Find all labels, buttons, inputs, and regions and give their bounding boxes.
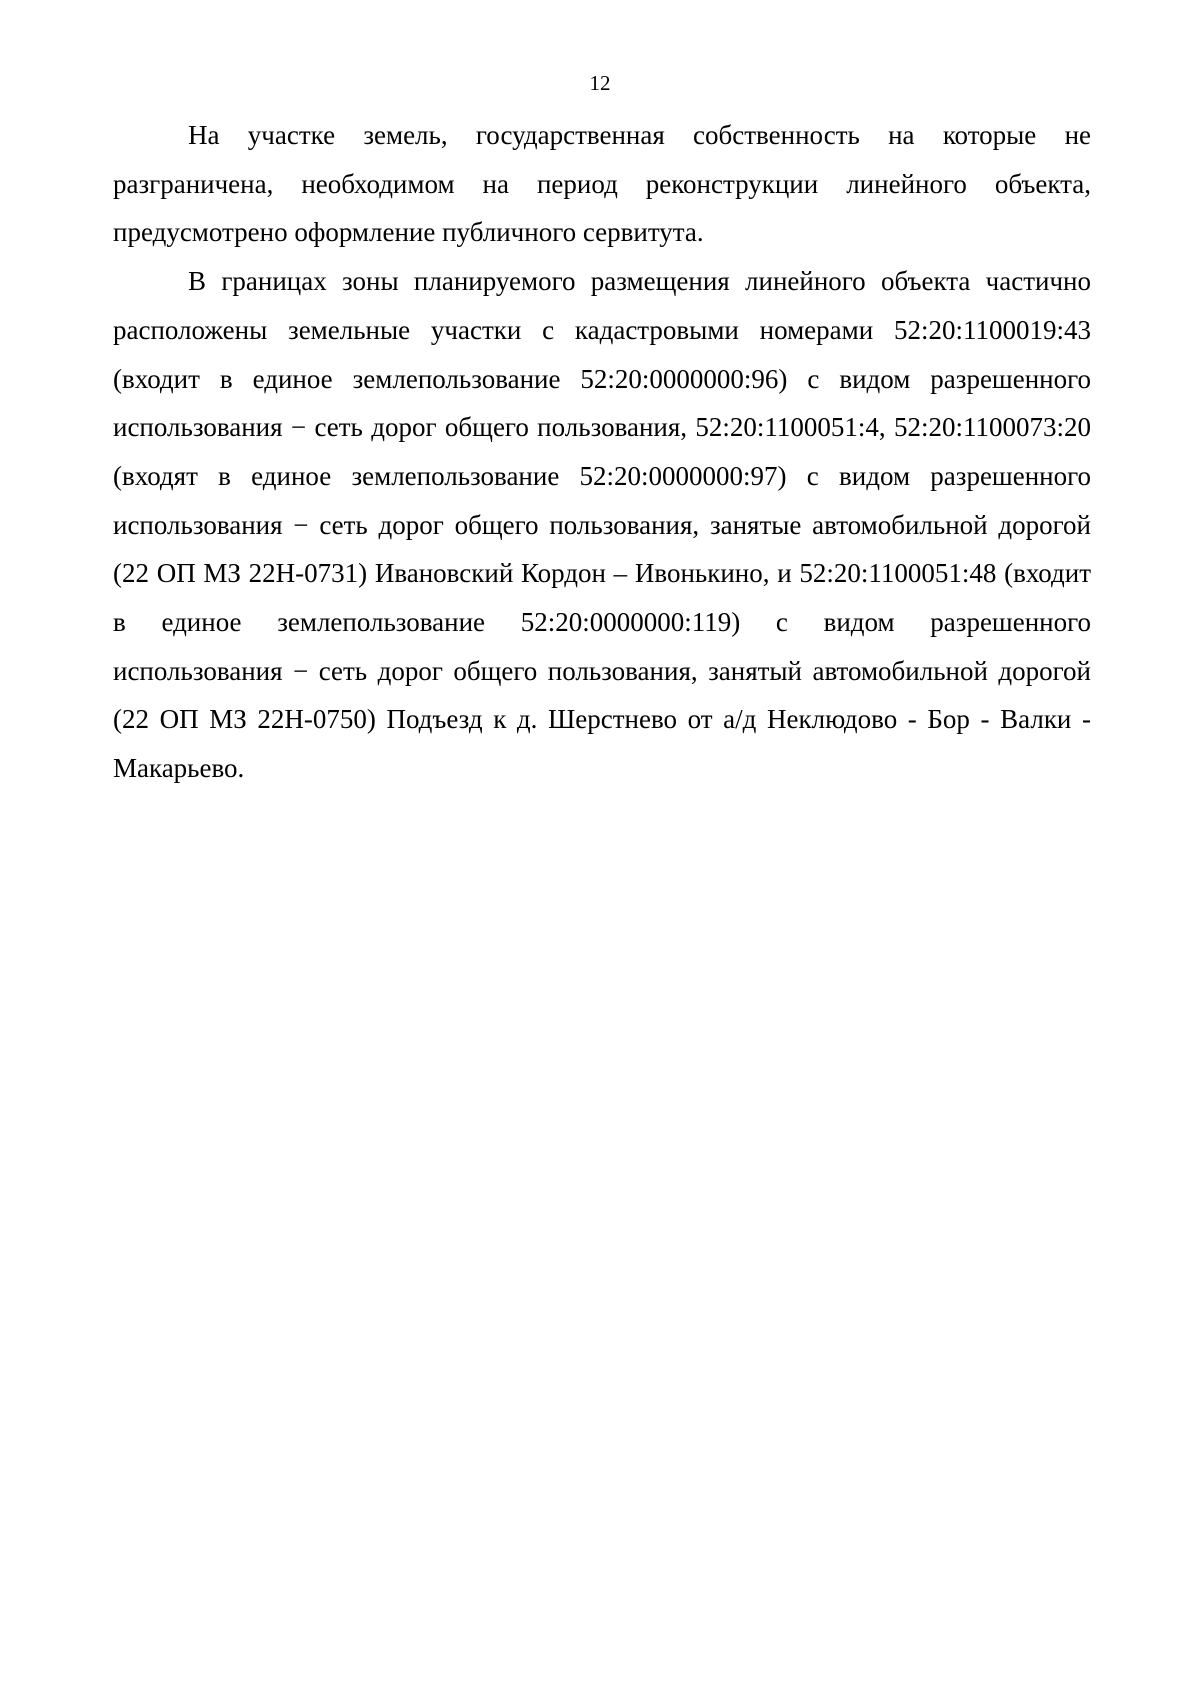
document-body <box>113 111 1091 793</box>
paragraph-public-servitude: На участке земель, государственная собственность на которые не разграничена, необходимом на период реконструкции линейного объекта, предусмотрено оформление публичного сервитута. <box>113 120 1091 248</box>
paragraph-land-plots: В границах зоны планируемого размещения линейного объекта частично расположены земельные участки с кадастровыми номерами 52:20:1100019:43 (входит в единое землепользование 52:20:0000000:96) с видом разрешенного использования − сеть дорог общего пользования, 52:20:1100051:4, 52:20:1100073:20 (входят в единое землепользование 52:20:0000000:97) с видом разрешенного использования − сеть дорог общего пользования, занятые автомобильной дорогой (22 ОП МЗ 22Н-0731) Ивановский Кордон – Ивонькино, и 52:20:1100051:48 (входит в единое землепользование 52:20:0000000:119) с видом разрешенного использования − сеть дорог общего пользования, занятый автомобильной дорогой (22 ОП МЗ 22Н-0750) Подъезд к д. Шерстнево от а/д Неклюдово - Бор - Валки - Макарьево. <box>113 266 1091 784</box>
page-number: 12 <box>589 71 611 95</box>
